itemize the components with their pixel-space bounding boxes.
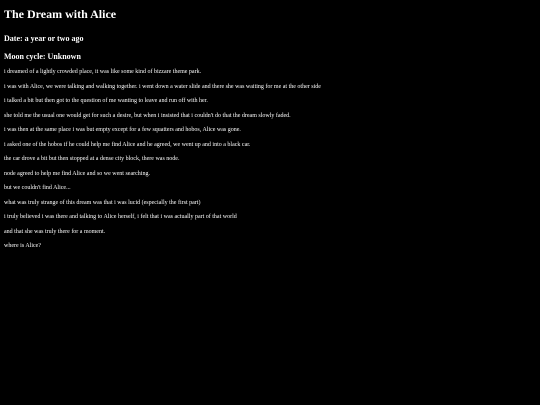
date-line: Date: a year or two ago [4,34,84,43]
paragraph: the car drove a bit but then stopped at a dense city block, there was node. [4,156,180,162]
moon-cycle-line: Moon cycle: Unknown [4,52,81,61]
paragraph: but we couldn't find Alice... [4,185,71,191]
paragraph: i asked one of the hobos if he could help me find Alice and he agreed, we went up and into a black car. [4,141,251,148]
paragraph: what was truly strange of this dream was that i was lucid (especially the first part) [4,199,201,206]
page-title: The Dream with Alice [4,7,117,21]
paragraph: where is Alice? [4,243,41,249]
paragraph: i dreamed of a lightly crowded place, it was like some kind of bizzare theme park. [4,69,202,75]
paragraph: she told me the usual one would get for such a desire, but when i insisted that i couldn't do that the dream slowly faded. [4,112,291,119]
paragraph: node agreed to help me find Alice and so we went searching. [4,170,150,177]
paragraph: i was with Alice, we were talking and walking together. i went down a water slide and there she was waiting for me at the other side [4,83,321,90]
paragraph: and that she was truly there for a moment. [4,228,106,235]
paragraph: i truly believed i was there and talking to Alice herself, i felt that i was actually part of that world [4,214,237,220]
paragraph: i talked a bit but then got to the question of me wanting to leave and run off with her. [4,98,208,104]
paragraph: i was then at the same place i was but empty except for a few squatters and hobos, Alice was gone. [4,127,241,133]
